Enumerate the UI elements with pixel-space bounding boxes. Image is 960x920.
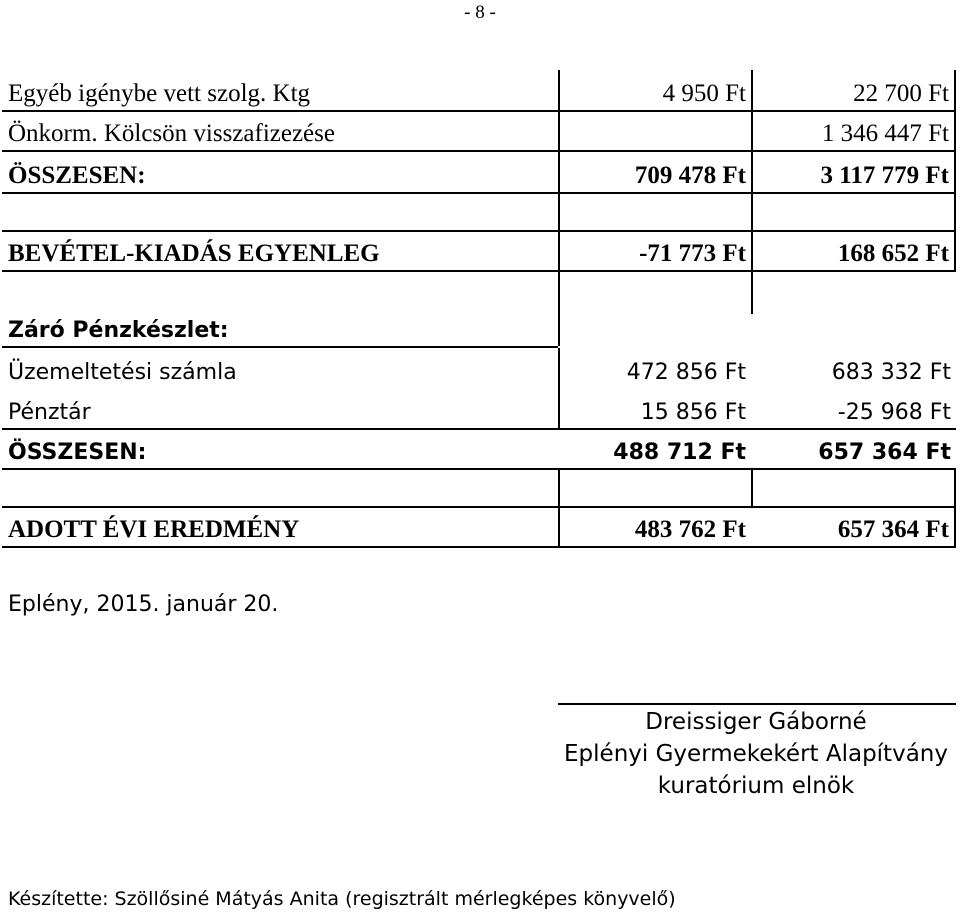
row-value-col2 <box>751 470 956 506</box>
table-row <box>2 272 956 314</box>
row-value-col1: 4 950 Ft <box>558 70 751 110</box>
table-bottom-border <box>2 546 956 548</box>
row-value-col1 <box>558 314 751 346</box>
table-row <box>2 388 956 428</box>
table-row <box>2 112 956 150</box>
table-row <box>2 348 956 388</box>
row-label: ÖSSZESEN: <box>8 162 146 189</box>
page-number: - 8 - <box>464 2 496 23</box>
table-row <box>2 314 956 346</box>
row-value-col1: 483 762 Ft <box>558 508 751 546</box>
signatory-name: Dreissiger Gáborné <box>645 709 867 735</box>
row-label: Záró Pénzkészlet: <box>8 318 229 343</box>
row-label: ÖSSZESEN: <box>8 440 147 465</box>
row-value-col2: 22 700 Ft <box>751 70 956 110</box>
row-value-col2: -25 968 Ft <box>837 400 951 425</box>
row-value-col1: -71 773 Ft <box>558 232 751 270</box>
table-row <box>2 508 956 546</box>
row-value-col1: 15 856 Ft <box>558 388 751 428</box>
table-row <box>2 232 956 270</box>
row-value-col2 <box>751 194 956 230</box>
row-value-col1 <box>558 112 751 150</box>
row-value-col2: 3 117 779 Ft <box>751 152 956 192</box>
row-label <box>2 194 558 230</box>
row-label: Önkorm. Kölcsön visszafizezése <box>8 120 335 147</box>
row-label: Üzemeltetési számla <box>8 360 237 385</box>
signature-line <box>558 703 956 705</box>
row-value-col1 <box>558 470 751 506</box>
row-value-col2: 1 346 447 Ft <box>751 112 956 150</box>
row-value-col1 <box>558 194 751 230</box>
financial-table <box>2 70 956 548</box>
prepared-by: Készítette: Szöllősiné Mátyás Anita (regisztrált mérlegképes könyvelő) <box>8 888 676 910</box>
table-row <box>2 430 956 468</box>
row-label <box>2 470 558 506</box>
row-label: Egyéb igénybe vett szolg. Ktg <box>8 80 311 107</box>
row-value-col1: 488 712 Ft <box>613 440 746 465</box>
row-value-col1: 472 856 Ft <box>558 348 751 388</box>
row-value-col2: 683 332 Ft <box>831 360 951 385</box>
signatory-organization: Eplényi Gyermekekért Alapítvány <box>564 741 948 767</box>
table-row <box>2 470 956 506</box>
date-place: Eplény, 2015. január 20. <box>8 592 279 617</box>
signature-block <box>556 706 956 802</box>
row-label: BEVÉTEL-KIADÁS EGYENLEG <box>8 240 380 267</box>
row-value-col1: 709 478 Ft <box>558 152 751 192</box>
row-value-col2 <box>751 272 956 314</box>
row-value-col1 <box>558 272 751 314</box>
table-row <box>2 70 956 110</box>
signatory-role: kuratórium elnök <box>657 773 855 799</box>
row-label: ADOTT ÉVI EREDMÉNY <box>8 516 300 543</box>
row-value-col2: 657 364 Ft <box>818 440 951 465</box>
row-label: Pénztár <box>8 400 91 425</box>
row-value-col2: 657 364 Ft <box>751 508 956 546</box>
table-row <box>2 194 956 230</box>
row-value-col2: 168 652 Ft <box>751 232 956 270</box>
table-row <box>2 152 956 192</box>
row-label <box>2 272 558 314</box>
